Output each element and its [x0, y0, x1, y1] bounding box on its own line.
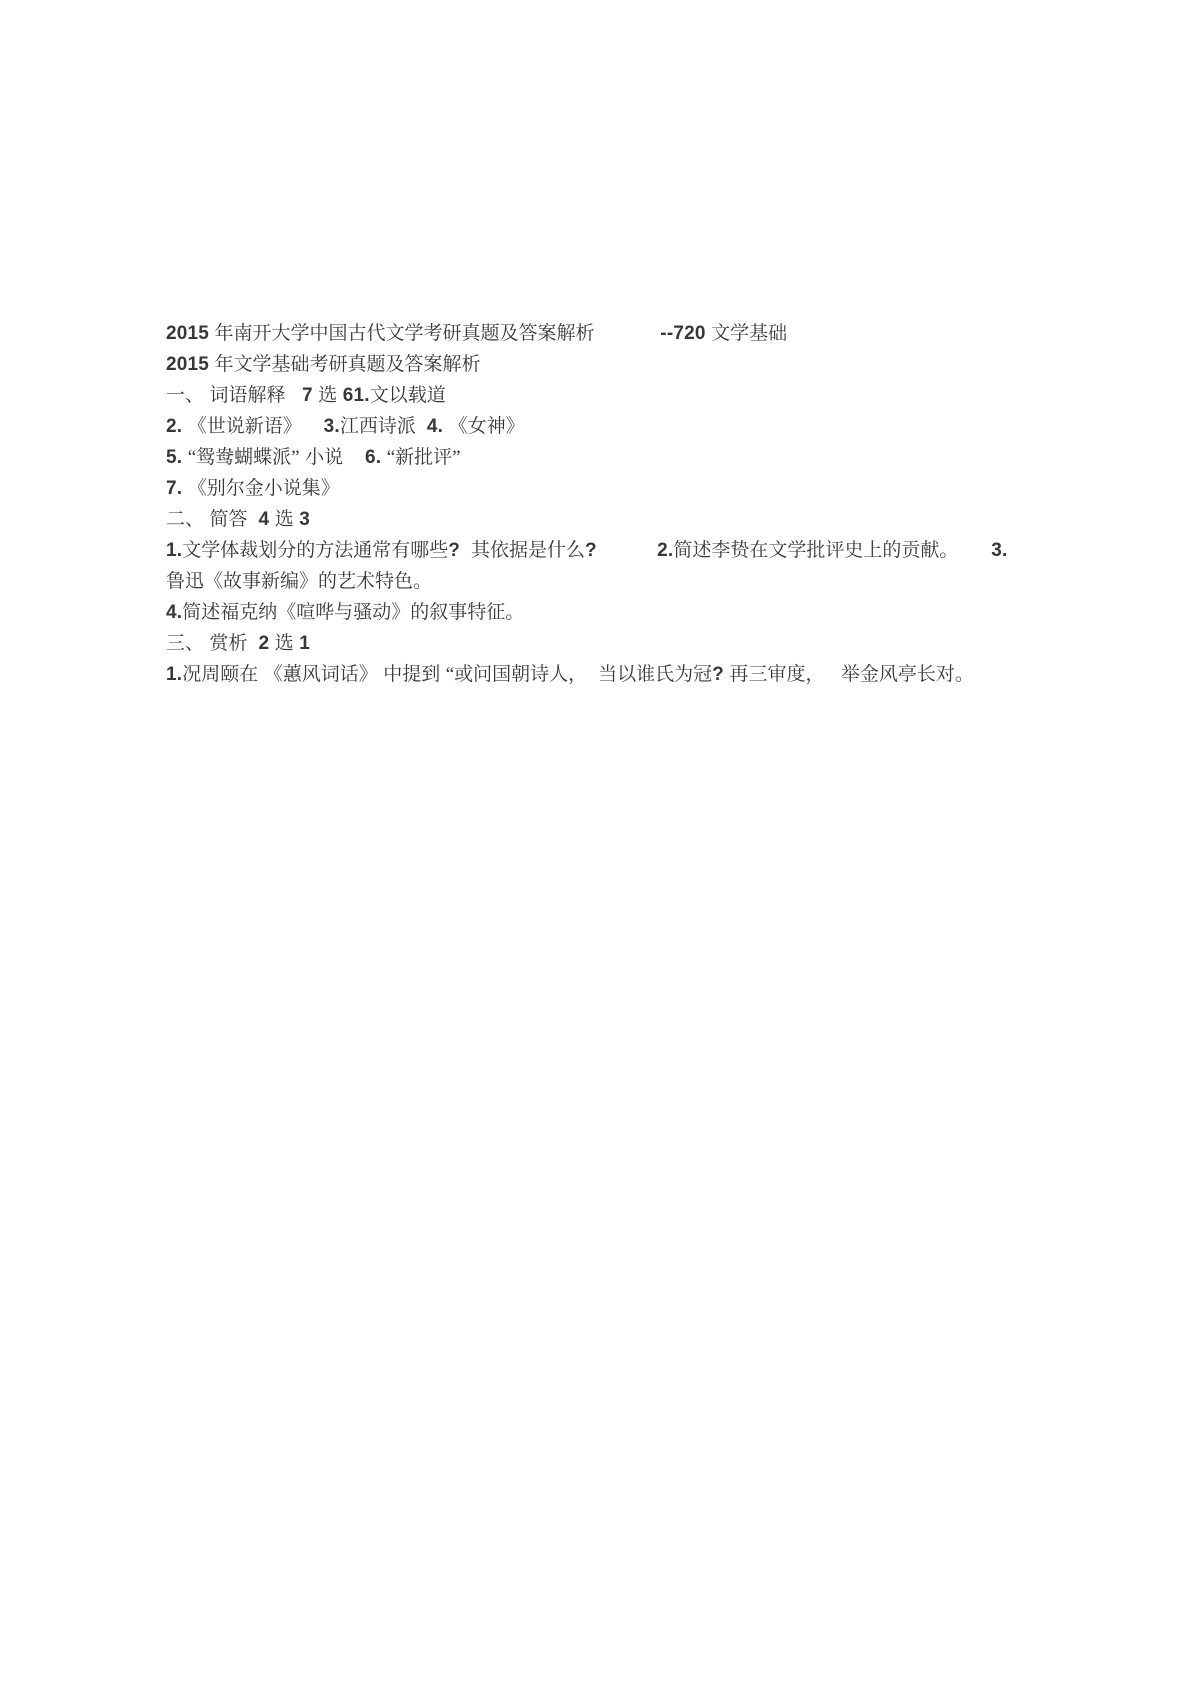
text-segment: 简述李贽在文学批评史上的贡献。: [673, 540, 959, 561]
text-segment: 中提到: [383, 664, 441, 685]
text-segment: 《蕙风词话》: [263, 664, 378, 685]
text-segment: 简答: [209, 509, 248, 530]
text-segment: ?: [448, 540, 472, 561]
text-segment: --720: [594, 323, 712, 344]
text-segment: 选: [274, 633, 294, 654]
text-segment: [587, 664, 598, 685]
text-segment: ?: [712, 664, 730, 685]
text-segment: 2015: [166, 323, 215, 344]
doc-line-section2-q1-q2: [166, 535, 1086, 566]
doc-line-subtitle: [166, 349, 1086, 380]
text-segment: 7.: [166, 478, 188, 499]
text-segment: 选: [274, 509, 294, 530]
text-segment: 3.: [301, 416, 340, 437]
text-segment: 7: [285, 385, 319, 406]
text-segment: 文学基础: [711, 323, 788, 344]
text-segment: 举金风亭长对。: [840, 664, 974, 685]
text-segment: “鸳鸯蝴蝶派”: [187, 447, 300, 468]
text-segment: 年南开大学中国古代文学考研真题及答案解析: [214, 323, 595, 344]
text-segment: 5.: [166, 447, 188, 468]
text-segment: 文学体裁划分的方法通常有哪些: [182, 540, 449, 561]
doc-line-section1-items-b: [166, 442, 1086, 473]
doc-line-section1-items-c: [166, 473, 1086, 504]
text-segment: 3.: [958, 540, 1008, 561]
doc-line-title: [166, 318, 1086, 349]
doc-line-section3-heading: [166, 628, 1086, 659]
text-segment: 小说: [305, 447, 344, 468]
text-segment: 二、: [166, 509, 205, 530]
text-segment: 《世说新语》: [187, 416, 302, 437]
text-segment: 《女神》: [448, 416, 525, 437]
text-segment: [824, 664, 840, 685]
doc-line-section3-q1: [166, 659, 1086, 690]
text-segment: 6.: [343, 447, 387, 468]
text-segment: 61.: [337, 385, 370, 406]
text-segment: 鲁迅《故事新编》的艺术特色。: [166, 571, 433, 592]
text-segment: ? 2.: [585, 540, 674, 561]
text-segment: 简述福克纳《喧哗与骚动》的叙事特征。: [182, 602, 525, 623]
text-segment: 选: [318, 385, 338, 406]
text-segment: 当以谁氏为冠: [598, 664, 713, 685]
text-segment: 4.: [166, 602, 183, 623]
text-segment: 赏析: [209, 633, 248, 654]
text-segment: 其依据是什么: [471, 540, 586, 561]
text-segment: 1.: [166, 664, 183, 685]
text-segment: 《别尔金小说集》: [187, 478, 340, 499]
doc-line-section1-heading: [166, 380, 1086, 411]
text-segment: 词语解释: [209, 385, 286, 406]
text-segment: 1: [293, 633, 310, 654]
text-segment: 三、: [166, 633, 205, 654]
text-segment: 文以载道: [369, 385, 446, 406]
text-segment: “或问国朝诗人，: [445, 664, 588, 685]
text-segment: 4.: [415, 416, 449, 437]
text-segment: 2: [247, 633, 275, 654]
text-segment: 再三审度，: [729, 664, 825, 685]
text-segment: “新批评”: [386, 447, 461, 468]
text-segment: 况周颐在: [182, 664, 259, 685]
text-segment: 1.: [166, 540, 183, 561]
text-segment: 2.: [166, 416, 188, 437]
text-segment: 2015: [166, 354, 215, 375]
doc-line-section1-items-a: [166, 411, 1086, 442]
text-segment: 江西诗派: [339, 416, 416, 437]
text-segment: 3: [293, 509, 310, 530]
text-segment: 一、: [166, 385, 205, 406]
document-body: [166, 318, 1086, 690]
doc-line-section2-q3-cont: [166, 566, 1086, 597]
text-segment: 年文学基础考研真题及答案解析: [214, 354, 481, 375]
doc-line-section2-q4: [166, 597, 1086, 628]
text-segment: 4: [247, 509, 275, 530]
doc-line-section2-heading: [166, 504, 1086, 535]
